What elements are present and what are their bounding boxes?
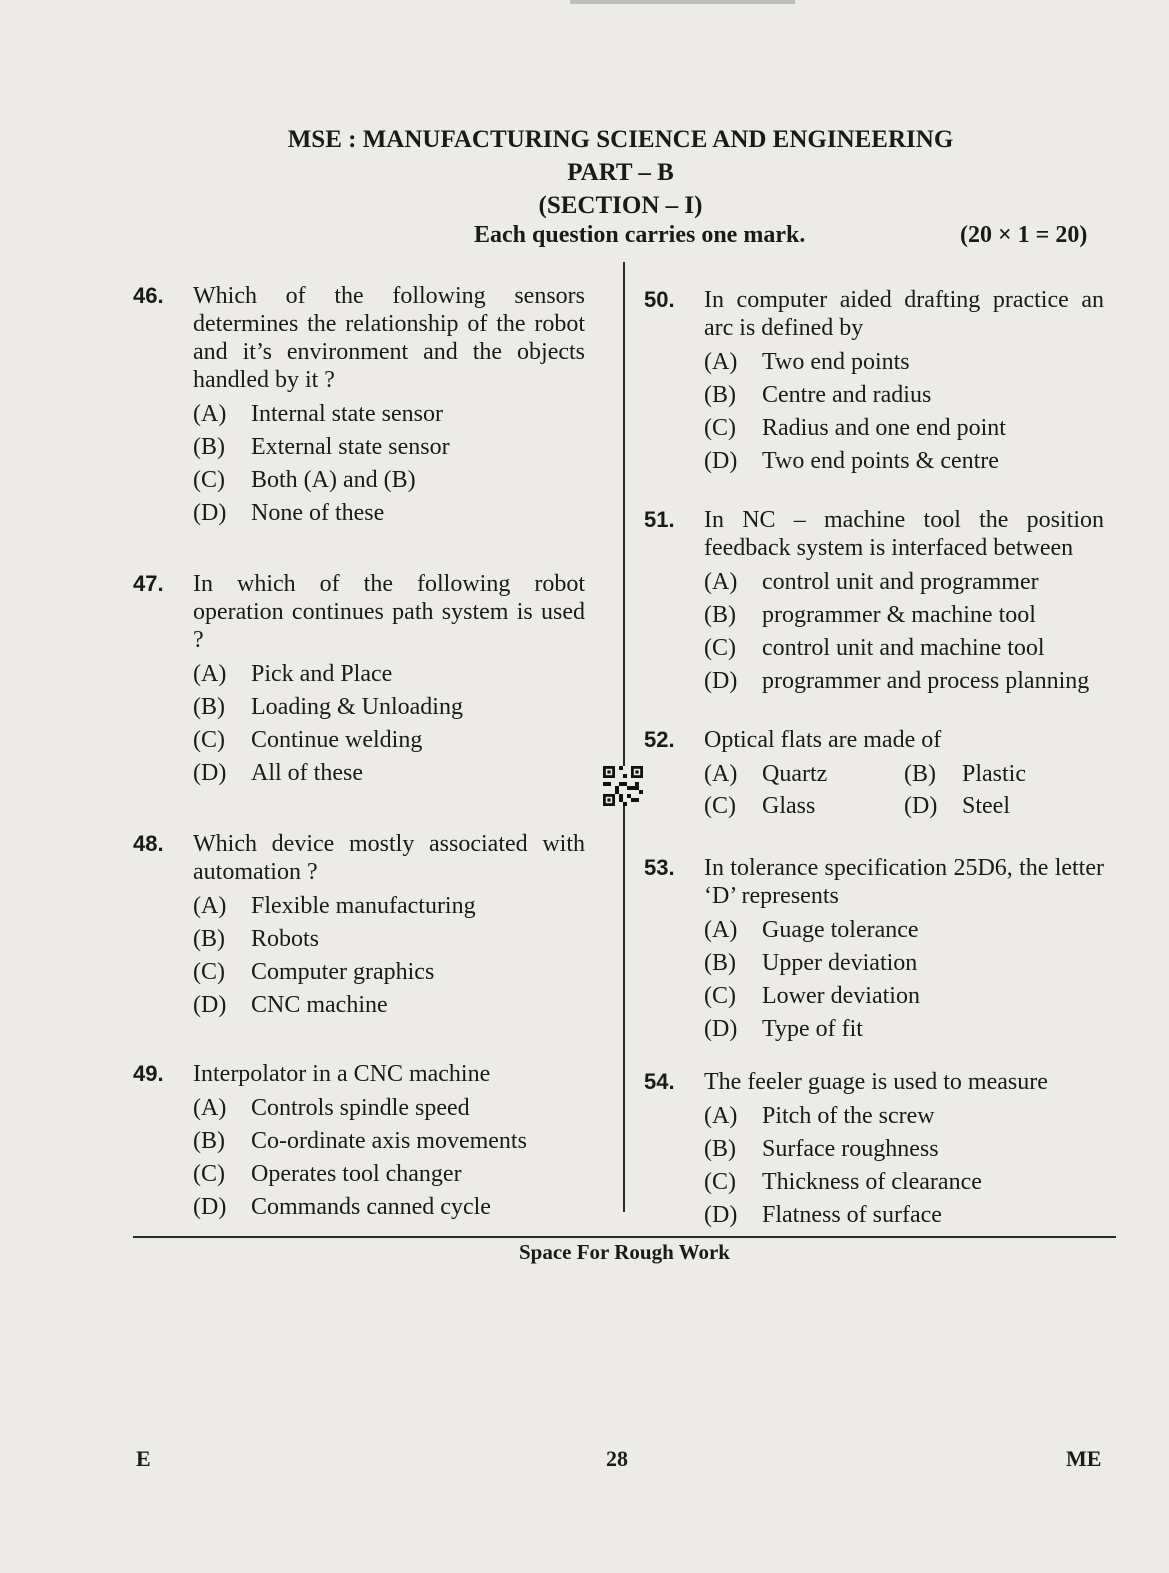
question-47 bbox=[133, 570, 585, 790]
question-number: 49. bbox=[133, 1061, 164, 1086]
option-b: (B) Plastic bbox=[904, 761, 1026, 787]
option-b: (B) Upper deviation bbox=[704, 950, 918, 976]
option-c: (C) Glass bbox=[704, 793, 816, 819]
option-a: (A) Flexible manufacturing bbox=[193, 893, 476, 919]
section-heading: (SECTION – I) bbox=[538, 192, 703, 219]
option-list bbox=[193, 658, 585, 790]
option-d: (D) Commands canned cycle bbox=[193, 1194, 491, 1220]
option-c: (C) Operates tool changer bbox=[193, 1161, 462, 1187]
rough-work-label: Space For Rough Work bbox=[518, 1240, 730, 1264]
option-a: (A) Controls spindle speed bbox=[193, 1095, 470, 1121]
option-d: (D) Two end points & centre bbox=[704, 448, 999, 474]
footer-series-code: E bbox=[136, 1446, 151, 1471]
option-b: (B) Loading & Unloading bbox=[193, 694, 463, 720]
question-53 bbox=[644, 854, 1104, 1046]
question-number: 46. bbox=[133, 283, 164, 308]
question-number: 51. bbox=[644, 507, 675, 532]
option-a: (A) Guage tolerance bbox=[704, 917, 919, 943]
option-a: (A) Internal state sensor bbox=[193, 401, 443, 427]
option-c: (C) Lower deviation bbox=[704, 983, 920, 1009]
option-list bbox=[704, 914, 1104, 1046]
question-stem: Optical flats are made of bbox=[704, 727, 942, 753]
question-54 bbox=[644, 1068, 1104, 1232]
subject-title: MSE : MANUFACTURING SCIENCE AND ENGINEERING bbox=[287, 126, 954, 153]
option-d: (D) CNC machine bbox=[193, 992, 388, 1018]
question-49 bbox=[133, 1060, 585, 1224]
exam-header bbox=[0, 124, 1169, 222]
option-list bbox=[704, 346, 1104, 478]
option-d: (D) All of these bbox=[193, 760, 363, 786]
option-c: (C) Continue welding bbox=[193, 727, 423, 753]
option-c: (C) Thickness of clearance bbox=[704, 1169, 982, 1195]
option-c: (C) Radius and one end point bbox=[704, 415, 1006, 441]
top-edge-strip bbox=[570, 0, 795, 4]
option-b: (B) programmer & machine tool bbox=[704, 602, 1036, 628]
question-number: 48. bbox=[133, 831, 164, 856]
option-c: (C) Both (A) and (B) bbox=[193, 467, 416, 493]
question-stem: In computer aided drafting practice an arc is defined by bbox=[704, 287, 1104, 341]
option-a: (A) control unit and programmer bbox=[704, 569, 1039, 595]
marks-instruction: Each question carries one mark. bbox=[474, 222, 806, 248]
question-stem: In tolerance specification 25D6, the letter ‘D’ represents bbox=[704, 855, 1104, 909]
column-divider bbox=[623, 262, 625, 1212]
option-list bbox=[704, 566, 1104, 698]
question-stem: Which of the following sensors determines the relationship of the robot and it’s environment and the objects handled by it ? bbox=[193, 283, 585, 393]
option-a: (A) Pick and Place bbox=[193, 661, 393, 687]
question-stem: In NC – machine tool the position feedback system is interfaced between bbox=[704, 507, 1104, 561]
question-stem: Interpolator in a CNC machine bbox=[193, 1061, 491, 1087]
option-d: (D) Type of fit bbox=[704, 1016, 863, 1042]
option-a: (A) Two end points bbox=[704, 349, 910, 375]
question-number: 54. bbox=[644, 1069, 675, 1094]
question-51 bbox=[644, 506, 1104, 698]
question-46 bbox=[133, 282, 585, 530]
question-stem: Which device mostly associated with automation ? bbox=[193, 831, 585, 885]
part-heading: PART – B bbox=[567, 159, 674, 186]
option-b: (B) Co-ordinate axis movements bbox=[193, 1128, 527, 1154]
option-d: (D) programmer and process planning bbox=[704, 668, 1090, 694]
option-list bbox=[193, 398, 585, 530]
question-stem: The feeler guage is used to measure bbox=[704, 1069, 1048, 1095]
question-50 bbox=[644, 286, 1104, 478]
option-a: (A) Quartz bbox=[704, 761, 828, 787]
option-b: (B) External state sensor bbox=[193, 434, 450, 460]
option-c: (C) control unit and machine tool bbox=[704, 635, 1045, 661]
option-c: (C) Computer graphics bbox=[193, 959, 435, 985]
option-d: (D) None of these bbox=[193, 500, 385, 526]
question-number: 47. bbox=[133, 571, 164, 596]
question-48 bbox=[133, 830, 585, 1022]
option-list bbox=[704, 1100, 1104, 1232]
question-number: 53. bbox=[644, 855, 675, 880]
option-d: (D) Steel bbox=[904, 793, 1010, 819]
option-list bbox=[193, 890, 585, 1022]
rough-work-divider bbox=[133, 1236, 1116, 1238]
option-b: (B) Surface roughness bbox=[704, 1136, 939, 1162]
marks-line bbox=[0, 222, 1169, 254]
question-number: 50. bbox=[644, 287, 675, 312]
option-b: (B) Centre and radius bbox=[704, 382, 932, 408]
page-number: 28 bbox=[606, 1446, 628, 1471]
option-grid bbox=[704, 758, 1104, 822]
qr-code-icon bbox=[603, 766, 643, 806]
footer-subject-code: ME bbox=[1066, 1446, 1102, 1471]
option-d: (D) Flatness of surface bbox=[704, 1202, 942, 1228]
question-stem: In which of the following robot operation continues path system is used ? bbox=[193, 571, 585, 653]
question-number: 52. bbox=[644, 727, 675, 752]
marks-total: (20 × 1 = 20) bbox=[960, 222, 1088, 248]
question-52 bbox=[644, 726, 1104, 822]
option-b: (B) Robots bbox=[193, 926, 320, 952]
option-list bbox=[193, 1092, 585, 1224]
option-a: (A) Pitch of the screw bbox=[704, 1103, 935, 1129]
